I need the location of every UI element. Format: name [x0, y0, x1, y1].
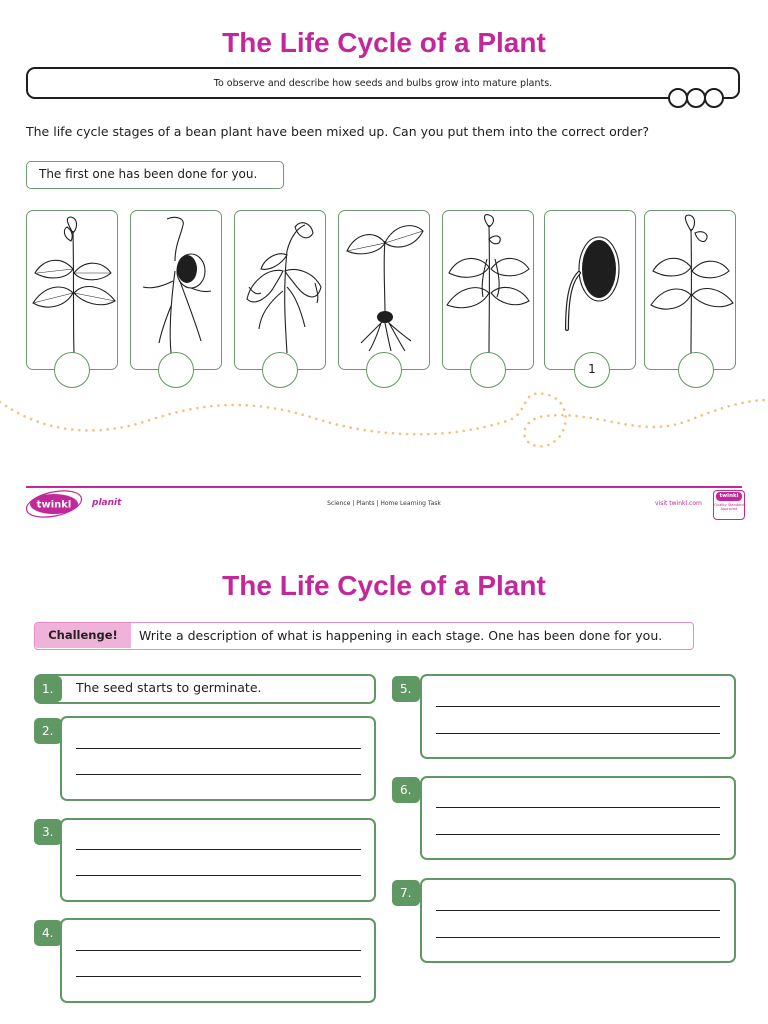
bean-with-root-icon	[545, 211, 637, 371]
stage-card-flowering-plant	[26, 210, 118, 370]
mature-plant-icon	[645, 211, 737, 371]
quality-badge-title: twinkl	[716, 492, 742, 501]
plant-with-pods-icon	[443, 211, 535, 371]
writing-line[interactable]	[436, 910, 720, 911]
seedling-icon	[339, 211, 431, 371]
planit-brand: planit	[92, 498, 122, 508]
instructions-text: The life cycle stages of a bean plant have been mixed up. Can you put them into the correct order?	[26, 124, 650, 139]
challenge-text: Write a description of what is happening in each stage. One has been done for you.	[139, 628, 663, 643]
ring-decoration	[668, 88, 722, 108]
stage-number: 4.	[34, 920, 62, 946]
learning-objective: To observe and describe how seeds and bulbs grow into mature plants.	[26, 67, 740, 99]
challenge-label: Challenge!	[35, 623, 131, 648]
germinating-bean-icon	[131, 211, 223, 371]
stage-7-box[interactable]	[420, 878, 736, 963]
writing-line[interactable]	[76, 875, 361, 876]
flowering-plant-icon	[27, 211, 119, 371]
stage-card-mature-plant	[644, 210, 736, 370]
twinkl-logo-text: twinkl	[36, 499, 72, 511]
stage-6-box[interactable]	[420, 776, 736, 860]
stage-card-wilting-plant	[234, 210, 326, 370]
stage-5-box[interactable]	[420, 674, 736, 759]
stage-number: 5.	[392, 676, 420, 702]
writing-line[interactable]	[436, 733, 720, 734]
challenge-box	[34, 622, 694, 650]
writing-line[interactable]	[76, 748, 361, 749]
writing-line[interactable]	[76, 950, 361, 951]
page2-title: The Life Cycle of a Plant	[222, 570, 546, 601]
writing-line[interactable]	[436, 834, 720, 835]
stage-number: 7.	[392, 880, 420, 906]
stage-card-plant-with-pods	[442, 210, 534, 370]
stage-card-bean-with-root	[544, 210, 636, 370]
stage-number: 2.	[34, 718, 62, 744]
writing-line[interactable]	[76, 849, 361, 850]
stage-1-description: The seed starts to germinate.	[76, 680, 262, 695]
hint-box: The first one has been done for you.	[26, 161, 284, 189]
order-bubble[interactable]: 1	[574, 352, 610, 388]
page-title: The Life Cycle of a Plant	[222, 27, 546, 58]
stage-number: 1.	[34, 676, 62, 702]
dotted-decoration	[0, 380, 768, 480]
stage-2-box[interactable]	[60, 716, 376, 801]
stage-card-seedling	[338, 210, 430, 370]
writing-line[interactable]	[436, 807, 720, 808]
wilting-plant-icon	[235, 211, 327, 371]
stage-4-box[interactable]	[60, 918, 376, 1003]
quality-badge-text: Quality Standard Approved	[714, 503, 744, 511]
writing-line[interactable]	[436, 706, 720, 707]
writing-line[interactable]	[76, 976, 361, 977]
footer-divider	[26, 486, 742, 488]
footer-subject: Science | Plants | Home Learning Task	[327, 500, 441, 507]
writing-line[interactable]	[76, 774, 361, 775]
stage-card-germinating-bean	[130, 210, 222, 370]
stage-number: 6.	[392, 777, 420, 803]
footer-website[interactable]: visit twinkl.com	[655, 500, 702, 507]
stage-3-box[interactable]	[60, 818, 376, 902]
writing-line[interactable]	[436, 937, 720, 938]
stage-number: 3.	[34, 819, 62, 845]
